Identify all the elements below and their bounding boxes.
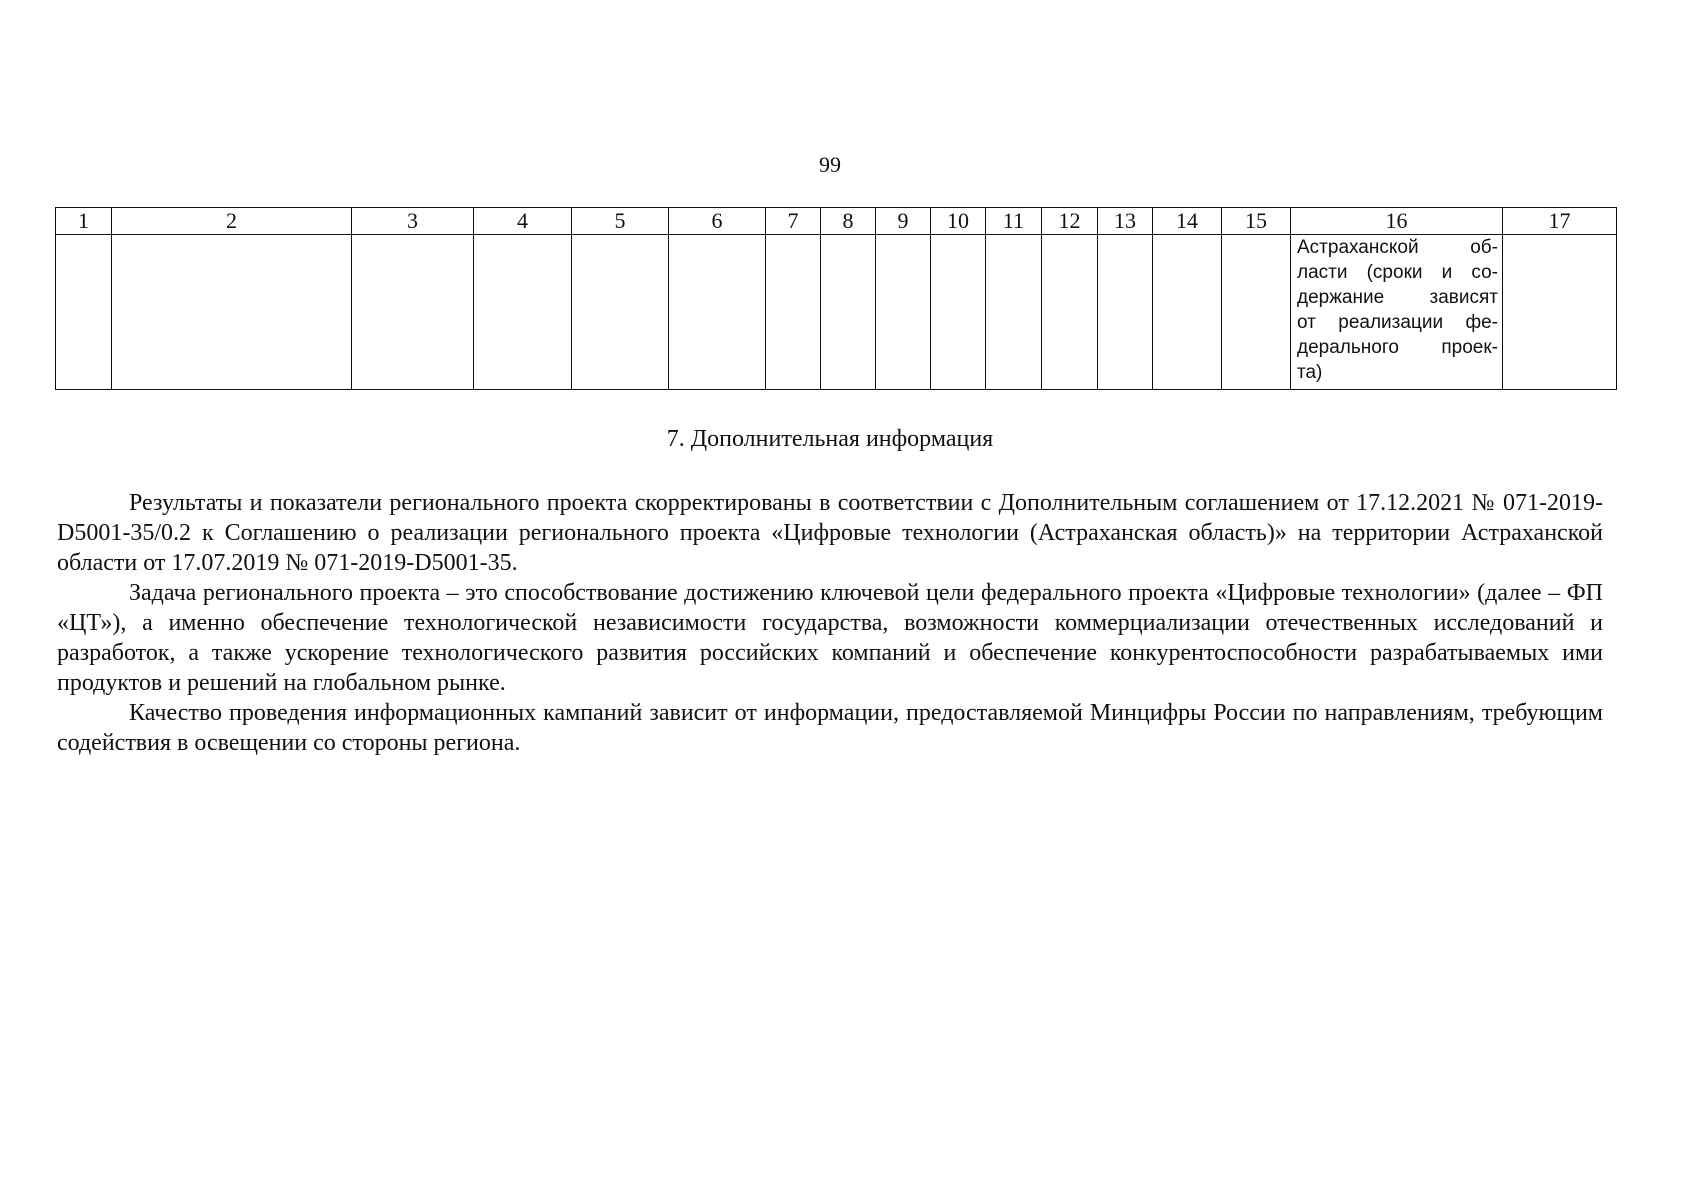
column-header: 17 <box>1503 208 1617 235</box>
column-header: 11 <box>986 208 1042 235</box>
cell-16-text <box>1291 235 1502 385</box>
column-header: 6 <box>669 208 766 235</box>
cell-16-line: ласти (сроки и со- <box>1297 262 1498 283</box>
cell-16-line: Астраханской об- <box>1297 237 1498 258</box>
table-header-row <box>56 208 1617 235</box>
table-cell <box>931 235 986 390</box>
table-cell <box>766 235 821 390</box>
column-header: 9 <box>876 208 931 235</box>
paragraph: Качество проведения информационных кампаний зависит от информации, предоставляемой Минцифры России по направлениям, требующим содействия в освещении со стороны региона. <box>57 700 1603 756</box>
cell-16-line: держание зависят <box>1297 287 1498 308</box>
table-cell <box>474 235 572 390</box>
table-cell-16 <box>1291 235 1503 390</box>
table-cell <box>821 235 876 390</box>
section-content <box>57 488 1603 758</box>
column-header: 16 <box>1291 208 1503 235</box>
column-header: 12 <box>1042 208 1098 235</box>
column-header: 14 <box>1153 208 1222 235</box>
column-header: 10 <box>931 208 986 235</box>
cell-16-line: от реализации фе- <box>1297 312 1498 333</box>
table-cell <box>572 235 669 390</box>
column-header: 4 <box>474 208 572 235</box>
paragraph: Результаты и показатели регионального проекта скорректированы в соответствии с Дополнительным соглашением от 17.12.2021 № 071-2019-D5001-35/0.2 к Соглашению о реализации регионального проекта «Цифровые технологии (Астраханская область)» на территории Астраханской области от 17.07.2019 № 071-2019-D5001-35. <box>57 490 1603 576</box>
table-cell <box>1153 235 1222 390</box>
column-header: 3 <box>352 208 474 235</box>
table-row <box>56 235 1617 390</box>
table-cell <box>56 235 112 390</box>
table-cell <box>1042 235 1098 390</box>
column-header: 1 <box>56 208 112 235</box>
table-cell <box>1503 235 1617 390</box>
column-header: 7 <box>766 208 821 235</box>
document-table <box>55 207 1617 390</box>
column-header: 2 <box>112 208 352 235</box>
table-cell <box>1222 235 1291 390</box>
column-header: 5 <box>572 208 669 235</box>
table-cell <box>986 235 1042 390</box>
table-cell <box>876 235 931 390</box>
section-title: 7. Дополнительная информация <box>666 426 994 452</box>
table-cell <box>112 235 352 390</box>
table-cell <box>352 235 474 390</box>
column-header: 8 <box>821 208 876 235</box>
cell-16-line: та) <box>1297 362 1323 383</box>
column-header: 15 <box>1222 208 1291 235</box>
page-number: 99 <box>819 152 841 177</box>
table-cell <box>1098 235 1153 390</box>
paragraph: Задача регионального проекта – это способствование достижению ключевой цели федерального проекта «Цифровые технологии» (далее – ФП «ЦТ»), а именно обеспечение технологической независимости государства, возможности коммерциализации отечественных исследований и разработок, а также ускорение технологического развития российских компаний и обеспечение конкурентоспособности разрабатываемых ими продуктов и решений на глобальном рынке. <box>57 580 1603 696</box>
column-header: 13 <box>1098 208 1153 235</box>
cell-16-line: дерального проек- <box>1297 337 1498 358</box>
table-cell <box>669 235 766 390</box>
